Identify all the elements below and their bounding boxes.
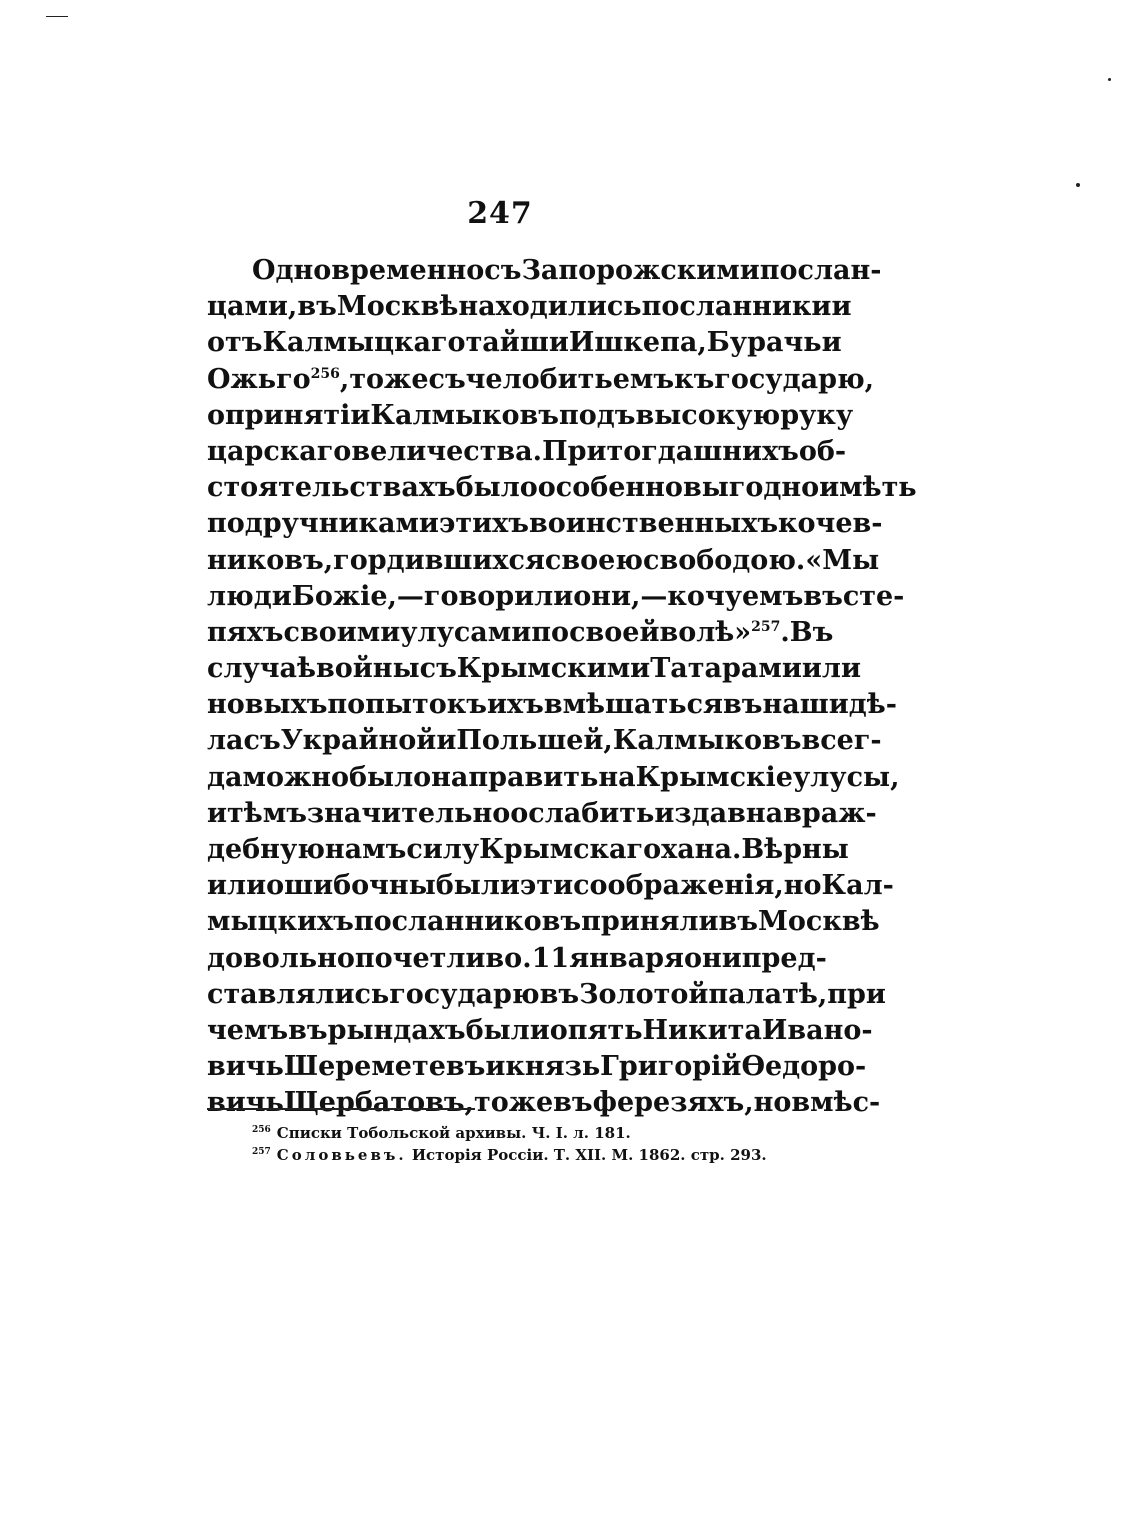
word: Щербатовъ, — [283, 1087, 474, 1119]
footnote-number: 257 — [252, 1147, 271, 1157]
word: гордившихся — [333, 544, 545, 576]
text-line — [207, 941, 827, 977]
word: съ — [428, 363, 466, 395]
text-line — [207, 362, 875, 398]
word: враж- — [783, 797, 877, 829]
word: величества. — [351, 435, 543, 467]
word: этихъ — [438, 508, 529, 540]
word: случаѣ — [207, 653, 317, 685]
word: При — [542, 435, 607, 467]
word: къ — [674, 363, 715, 395]
word: палатѣ, — [708, 978, 828, 1010]
footnote-reference: 256 — [310, 365, 340, 382]
word: новыхъ — [207, 689, 328, 721]
text-line — [207, 506, 883, 542]
word: Ишкепа, — [568, 327, 707, 359]
text-line — [207, 1085, 881, 1121]
word: своею — [544, 544, 643, 576]
word: челобитьемъ — [465, 363, 675, 395]
main-text — [207, 253, 917, 1122]
word: въ — [539, 978, 580, 1010]
word: Григорій — [600, 1051, 742, 1083]
word: своей — [569, 616, 660, 648]
footnote-reference: 257 — [751, 618, 781, 635]
word: Кал- — [821, 870, 894, 902]
footnote-text: Исторія Россіи. Т. XII. М. 1862. стр. 293. — [411, 1146, 767, 1164]
word: были — [435, 870, 520, 902]
word: было — [455, 472, 538, 504]
word: дебную — [207, 834, 325, 865]
word: ставлялись — [207, 978, 390, 1010]
text-line — [207, 760, 900, 796]
word: силу — [406, 834, 480, 865]
word: можно — [242, 761, 349, 793]
word: Крымскаго — [479, 834, 662, 865]
text-line — [207, 1049, 867, 1085]
word: Калмыцкаго — [262, 327, 466, 359]
word: и — [821, 327, 842, 359]
text-line — [207, 434, 847, 470]
word: соображенія, — [573, 870, 784, 902]
word: въ — [718, 906, 759, 938]
word: отъ — [207, 327, 263, 359]
word: эти — [519, 870, 574, 902]
text-line — [207, 687, 897, 723]
text-line — [207, 398, 854, 434]
word: Шереметевъ — [283, 1051, 486, 1083]
word: Татарами — [650, 653, 802, 685]
word: въ — [803, 580, 843, 612]
footnote-256 — [252, 1122, 812, 1144]
word: особенно — [537, 472, 683, 504]
text-line — [207, 868, 894, 904]
word: принятіи — [225, 399, 371, 431]
word: государю — [389, 978, 540, 1010]
word: тѣмъ — [227, 797, 307, 829]
word: Польшей, — [456, 725, 613, 757]
word: или — [801, 653, 861, 685]
word: имѣть — [819, 472, 917, 504]
word: высокую — [635, 399, 781, 431]
word: чемъ — [207, 1014, 289, 1046]
word: ихъ — [486, 689, 544, 721]
word: воинственныхъ — [528, 508, 779, 540]
word: пяхъ — [207, 616, 284, 648]
word: Крымскіе — [635, 761, 793, 793]
scan-speck — [1108, 78, 1111, 81]
word: своими — [283, 616, 401, 648]
word: намъ — [324, 834, 407, 865]
word: и — [831, 291, 852, 323]
word: тайши — [465, 327, 569, 359]
word: «Мы — [805, 544, 880, 576]
text-line — [207, 832, 849, 868]
word: Украйной — [280, 725, 437, 757]
text-line — [207, 543, 880, 579]
word: въ — [288, 1014, 328, 1046]
word: значительно — [306, 797, 511, 829]
word: подъ — [559, 399, 636, 431]
text-line — [207, 723, 882, 759]
word: съ — [419, 653, 457, 685]
word: Крымскими — [456, 653, 651, 685]
word: наши — [762, 689, 849, 721]
word: Ожьго$^{256}$, — [207, 363, 350, 395]
text-line — [207, 325, 842, 361]
word: Запорожскими — [521, 255, 760, 286]
word: ослабить — [510, 797, 655, 829]
word: Бурачь — [706, 327, 822, 359]
word: но — [753, 1087, 792, 1119]
word: сте- — [842, 580, 905, 612]
word: свободою. — [643, 544, 806, 576]
word: никовъ, — [207, 544, 334, 576]
word: но — [783, 870, 822, 902]
word: Москвѣ — [758, 906, 880, 938]
word: издавна — [654, 797, 784, 829]
word: на — [598, 761, 636, 793]
word: подручниками — [207, 508, 439, 540]
word: люди — [207, 580, 292, 612]
word: въ — [722, 689, 763, 721]
text-line — [207, 977, 886, 1013]
word: и — [485, 1051, 506, 1083]
word: хана. — [661, 834, 742, 865]
word: направить — [431, 761, 599, 793]
word: съ — [243, 725, 281, 757]
word: Никита — [642, 1014, 762, 1046]
word: Божіе,—говорили — [291, 580, 574, 612]
word: цами, — [207, 291, 298, 323]
word: Ѳедоро- — [741, 1051, 867, 1083]
word: или — [207, 870, 267, 902]
word: дѣ- — [848, 689, 897, 721]
scan-mark — [46, 16, 68, 17]
word: тоже — [349, 363, 429, 395]
word: всег- — [801, 725, 882, 757]
word: выгодно — [682, 472, 820, 504]
word: Ивано- — [761, 1014, 873, 1046]
word: вичь — [207, 1051, 284, 1083]
word: волѣ»$^{257}$. — [659, 616, 790, 648]
footnotes — [252, 1122, 812, 1166]
word: улусы, — [792, 761, 900, 793]
word: 11 — [531, 942, 570, 974]
text-line — [207, 253, 882, 289]
word: Золотой — [579, 978, 709, 1010]
word: почетливо. — [354, 942, 532, 974]
text-line — [207, 579, 905, 615]
scan-speck — [1076, 183, 1080, 187]
word: вичь — [207, 1087, 284, 1119]
text-line — [207, 651, 861, 687]
footnote-author: Соловьевъ. — [276, 1146, 407, 1164]
word: и — [436, 725, 457, 757]
word: кочев- — [778, 508, 883, 540]
footnote-text: Списки Тобольской архивы. Ч. I. л. 181. — [276, 1124, 631, 1142]
word: въ — [553, 1087, 593, 1119]
word: съ — [484, 255, 522, 286]
word: они,—кочуемъ — [573, 580, 804, 612]
word: царскаго — [207, 435, 352, 467]
word: государю, — [714, 363, 875, 395]
word: Вѣрны — [741, 834, 849, 865]
word: войны — [316, 653, 420, 685]
text-line — [207, 1013, 873, 1049]
word: тоже — [473, 1087, 554, 1119]
word: об- — [798, 435, 847, 467]
text-line — [207, 615, 834, 651]
word: ла — [207, 725, 244, 757]
word: Въ — [789, 616, 834, 648]
page-number: 247 — [467, 196, 533, 231]
text-line — [207, 904, 880, 940]
word: да — [207, 761, 243, 793]
word: января — [569, 942, 684, 974]
word: о — [207, 399, 226, 431]
word: вмѣс- — [791, 1087, 881, 1119]
text-line — [207, 796, 877, 832]
word: тогдашнихъ — [606, 435, 799, 467]
word: Одновременно — [252, 255, 485, 286]
word: посланниковъ — [353, 906, 582, 938]
word: князь — [505, 1051, 601, 1083]
word: было — [349, 761, 432, 793]
word: стоятельствахъ — [207, 472, 456, 504]
word: по — [531, 616, 570, 648]
word: послан- — [759, 255, 882, 286]
word: попытокъ — [327, 689, 487, 721]
word: довольно — [207, 942, 355, 974]
word: улусами — [400, 616, 532, 648]
word: и — [207, 797, 228, 829]
word: Калмыковъ — [612, 725, 802, 757]
text-line — [207, 470, 917, 506]
word: руку — [780, 399, 854, 431]
word: Калмыковъ — [370, 399, 559, 431]
word: мыцкихъ — [207, 906, 354, 938]
word: пред- — [741, 942, 827, 974]
footnote-257 — [252, 1144, 812, 1166]
word: посланники — [641, 291, 832, 323]
word: Москвѣ — [336, 291, 459, 323]
word: ошибочны — [266, 870, 436, 902]
word: были — [465, 1014, 550, 1046]
footnote-divider — [207, 1108, 475, 1110]
footnote-number: 256 — [252, 1125, 271, 1135]
word: находились — [458, 291, 642, 323]
word: опять — [549, 1014, 643, 1046]
word: они — [683, 942, 742, 974]
word: вмѣшаться — [543, 689, 723, 721]
word: ферезяхъ, — [592, 1087, 754, 1119]
word: въ — [297, 291, 337, 323]
word: приняли — [581, 906, 719, 938]
word: при — [827, 978, 886, 1010]
text-line — [207, 289, 852, 325]
word: рындахъ — [327, 1014, 466, 1046]
